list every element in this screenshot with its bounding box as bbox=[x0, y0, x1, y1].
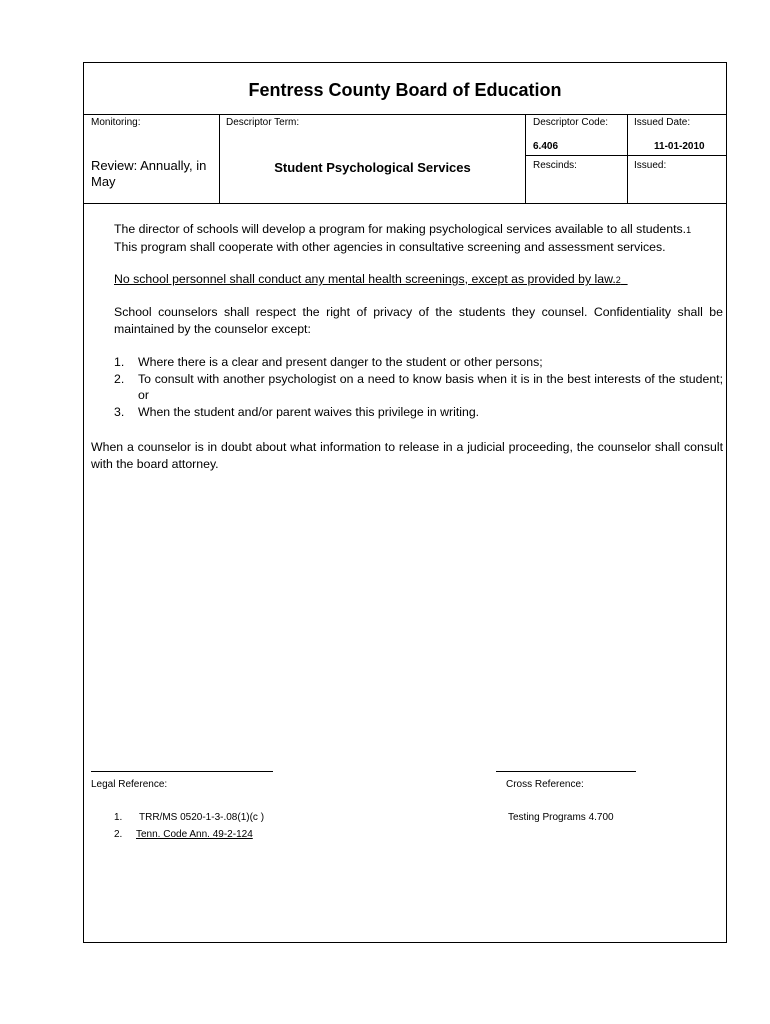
issued-date-label: Issued Date: bbox=[634, 117, 691, 128]
descriptor-term-value: Student Psychological Services bbox=[274, 160, 471, 175]
monitoring-label: Monitoring: bbox=[91, 117, 141, 128]
legal-reference-rule bbox=[91, 771, 273, 772]
monitoring-value: Review: Annually, in May bbox=[91, 158, 207, 189]
paragraph-screenings bbox=[114, 271, 724, 289]
legal-reference-number: 2. bbox=[114, 829, 123, 840]
paragraph-privacy: School counselors shall respect the right of privacy of the students they counsel. Confidentiality shall be maintained by the counselor except: bbox=[114, 305, 723, 336]
paragraph-program-text: The director of schools will develop a program for making psychological services available to all students. bbox=[114, 222, 687, 236]
list-item bbox=[114, 354, 723, 371]
list-item-number: 3. bbox=[114, 404, 125, 419]
list-item bbox=[114, 404, 723, 421]
list-item-text: Where there is a clear and present danger to the student or other persons; bbox=[138, 355, 543, 369]
descriptor-code-value: 6.406 bbox=[533, 141, 559, 152]
paragraph-judicial: When a counselor is in doubt about what information to release in a judicial proceeding, the counselor shall consult with the board attorney. bbox=[91, 440, 723, 471]
list-item-number: 2. bbox=[114, 371, 125, 386]
policy-document bbox=[83, 62, 727, 943]
paragraph-program bbox=[114, 221, 724, 255]
paragraph-program-text-2: This program shall cooperate with other agencies in consultative screening and assessment services. bbox=[114, 239, 666, 254]
legal-reference-item: TRR/MS 0520-1-3-.08(1)(c ) bbox=[139, 812, 265, 823]
footnote-marker: 2 bbox=[615, 275, 621, 285]
header-divider bbox=[219, 115, 220, 203]
footnote-marker: 1 bbox=[686, 225, 692, 235]
legal-reference-label: Legal Reference: bbox=[91, 779, 168, 790]
header-divider bbox=[627, 115, 628, 203]
descriptor-term-label: Descriptor Term: bbox=[226, 117, 300, 128]
paragraph-screenings-text: No school personnel shall conduct any mental health screenings, except as provided by law. bbox=[114, 272, 616, 286]
header-inner-rule bbox=[525, 155, 726, 156]
list-item-number: 1. bbox=[114, 355, 125, 369]
list-item-text: To consult with another psychologist on a need to know basis when it is in the best interests of the student; or bbox=[138, 371, 723, 402]
rescinds-label: Rescinds: bbox=[533, 160, 577, 171]
cross-reference-item: Testing Programs 4.700 bbox=[508, 812, 614, 823]
cross-reference-rule bbox=[496, 771, 636, 772]
legal-reference-number: 1. bbox=[114, 812, 123, 823]
list-item bbox=[114, 371, 723, 404]
header-divider bbox=[525, 115, 526, 203]
issued-label: Issued: bbox=[634, 160, 667, 171]
cross-reference-label: Cross Reference: bbox=[506, 779, 584, 790]
document-title: Fentress County Board of Education bbox=[84, 63, 726, 115]
exceptions-list bbox=[114, 354, 723, 420]
header-bottom-rule bbox=[84, 203, 726, 204]
issued-date-value: 11-01-2010 bbox=[654, 141, 705, 152]
legal-reference-item: Tenn. Code Ann. 49-2-124 bbox=[136, 829, 253, 840]
descriptor-code-label: Descriptor Code: bbox=[533, 117, 609, 128]
list-item-text: When the student and/or parent waives this privilege in writing. bbox=[138, 404, 480, 419]
